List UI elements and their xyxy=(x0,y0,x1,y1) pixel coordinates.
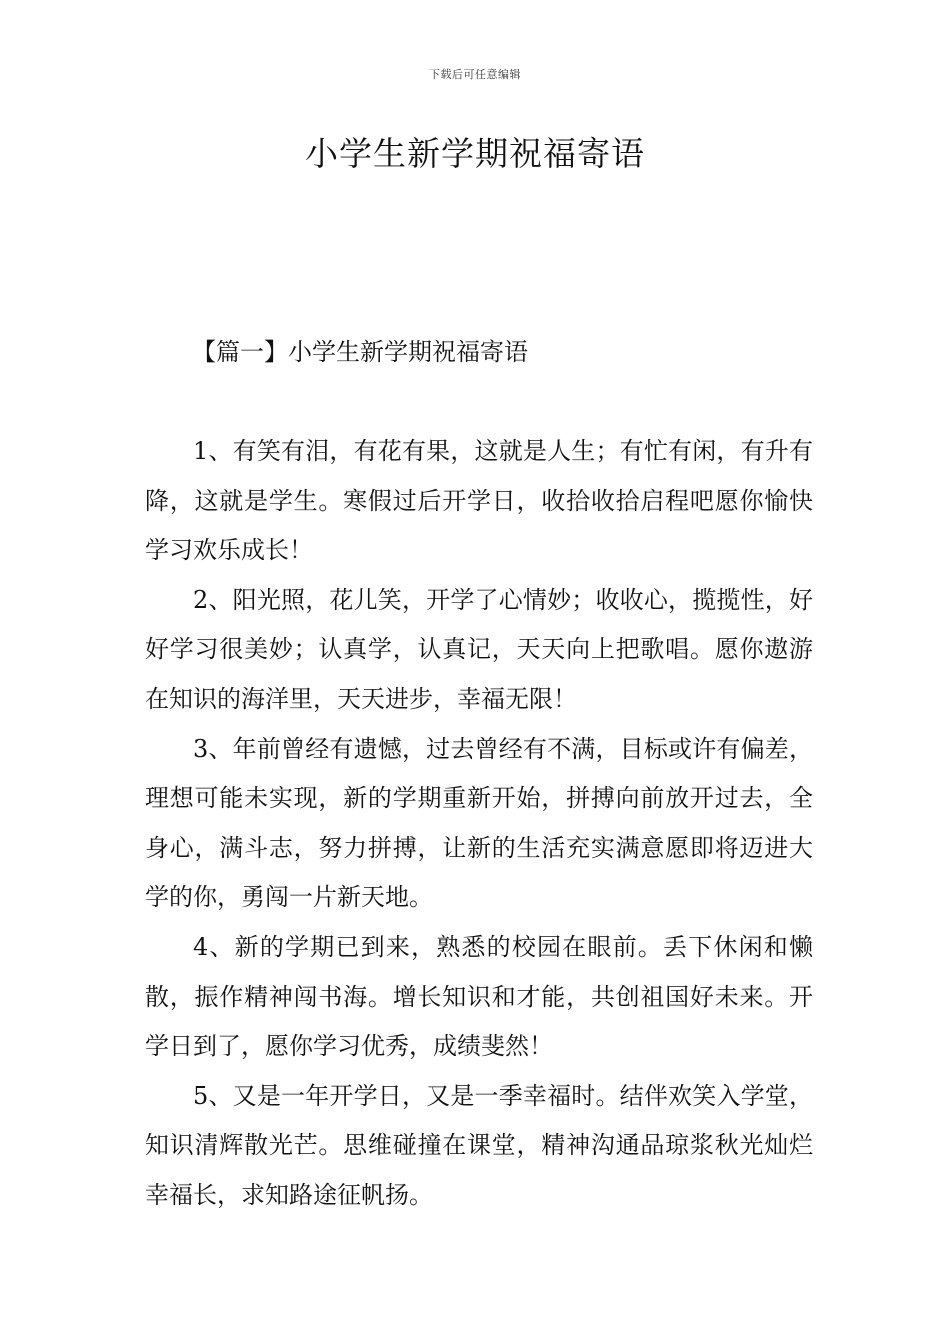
body-text xyxy=(145,427,813,1221)
paragraph-3: 3、年前曾经有遗憾，过去曾经有不满，目标或许有偏差，理想可能未实现，新的学期重新开始，拼搏向前放开过去，全身心，满斗志，努力拼搏，让新的生活充实满意愿即将迈进大学的你，勇闯一片新天地。 xyxy=(145,734,813,912)
paragraph-1: 1、有笑有泪，有花有果，这就是人生；有忙有闲，有升有降，这就是学生。寒假过后开学日，收拾收拾启程吧愿你愉快学习欢乐成长！ xyxy=(145,437,813,565)
header-note: 下载后可任意编辑 xyxy=(429,68,521,81)
paragraph-2: 2、阳光照，花儿笑，开学了心情妙；收收心，揽揽性，好好学习很美妙；认真学，认真记，天天向上把歌唱。愿你遨游在知识的海洋里，天天进步，幸福无限！ xyxy=(145,585,813,713)
paragraph-5: 5、又是一年开学日，又是一季幸福时。结伴欢笑入学堂，知识清辉散光芒。思维碰撞在课堂，精神沟通品琼浆秋光灿烂幸福长，求知路途征帆扬。 xyxy=(145,1081,813,1209)
section-heading: 【篇一】小学生新学期祝福寄语 xyxy=(192,338,528,366)
document-title: 小学生新学期祝福寄语 xyxy=(305,134,645,173)
paragraph-4: 4、新的学期已到来，熟悉的校园在眼前。丢下休闲和懒散，振作精神闯书海。增长知识和才能，共创祖国好未来。开学日到了，愿你学习优秀，成绩斐然！ xyxy=(145,932,813,1061)
